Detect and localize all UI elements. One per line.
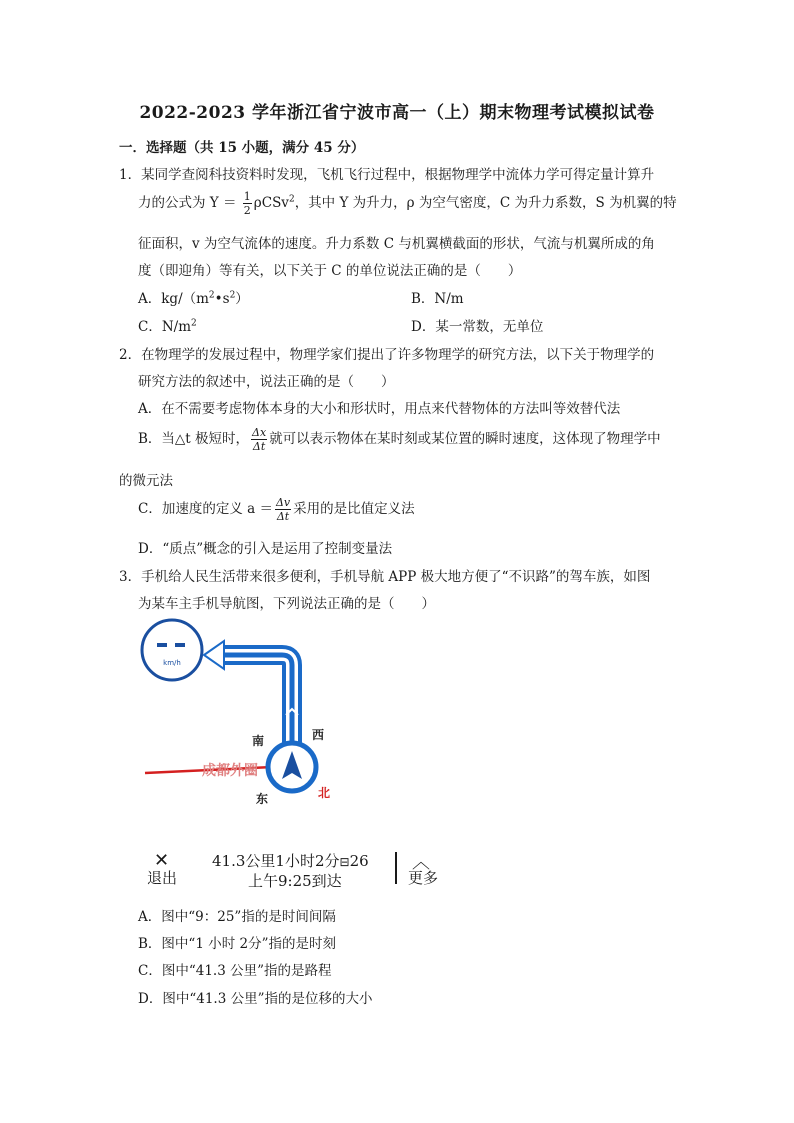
speedometer-icon [142,620,202,680]
clock-icon: ⊟ [339,855,350,869]
q1-line3: 征面积，v 为空气流体的速度。升力系数 C 与机翼横截面的形状，气流与机翼所成的角 [138,236,655,252]
q1-line4: 度（即迎角）等有关，以下关于 C 的单位说法正确的是（ ） [138,263,522,279]
road-label: 成都外圈 [202,763,258,779]
route-summary [212,850,369,871]
q1-option-a [138,287,249,307]
q3-line2: 为某车主手机导航图，下列说法正确的是（ ） [138,596,435,612]
arrival-time: 上午9:25到达 [248,872,342,890]
q2-option-c [138,496,415,523]
chevron-up-icon[interactable]: ︿ [412,852,430,873]
more-button-label[interactable]: 更多 [408,869,439,887]
q1-formula-body: ρCSv [253,195,289,211]
route-path [204,641,298,755]
q1-option-b: B．N/m [411,291,464,307]
q2-option-a: A．在不需要考虑物体本身的大小和形状时，用点来代替物体的方法叫等效替代法 [138,401,621,417]
q2-opt-b-den: Δt [252,440,266,453]
q2-opt-c-den: Δt [276,510,290,523]
q2-opt-c-num: Δv [275,496,291,509]
q1-opt-a-sup2: 2 [229,290,236,301]
q1-line1: 1．某同学查阅科技资料时发现，飞机飞行过程中，根据物理学中流体力学可得定量计算升 [119,167,655,183]
q2-option-b-line2: 的微元法 [119,473,173,489]
q2-opt-c-suffix: 采用的是比值定义法 [293,501,415,517]
exit-button-label[interactable]: 退出 [147,869,178,887]
q2-opt-b-num: Δx [252,426,267,439]
q3-option-a: A．图中“9：25”指的是时间间隔 [138,909,336,925]
q1-opt-a-end: ） [235,291,249,307]
q2-line2: 研究方法的叙述中，说法正确的是（ ） [138,374,395,390]
direction-north-label: 北 [318,786,331,800]
q1-opt-a-text: A．kg/（m [138,291,209,307]
q2-option-d: D．“质点”概念的引入是运用了控制变量法 [138,541,393,557]
q1-line2 [138,190,677,217]
q2-option-b [138,426,661,453]
direction-south-label: 南 [252,734,265,748]
q2-opt-b-prefix: B．当△t 极短时， [138,431,250,447]
q1-frac-den: 2 [243,204,251,217]
q1-frac-num: 1 [243,190,251,203]
q1-opt-a-sup1: 2 [208,290,215,301]
q1-formula-suffix: ，其中 Y 为升力，ρ 为空气密度，C 为升力系数，S 为机翼的特 [294,195,677,211]
q1-option-d: D．某一常数，无单位 [411,319,544,335]
car-position-icon [268,743,316,791]
navigation-map-figure [140,615,380,810]
exam-title: 2022-2023 学年浙江省宁波市高一（上）期末物理考试模拟试卷 [139,103,655,123]
q2-line1: 2．在物理学的发展过程中，物理学家们提出了许多物理学的研究方法，以下关于物理学的 [119,347,655,363]
q3-option-d: D．图中“41.3 公里”指的是位移的大小 [138,991,373,1007]
navigation-bar [140,850,460,890]
q3-option-b: B．图中“1 小时 2分”指的是时刻 [138,936,336,952]
route-distance-time: 41.3公里1小时2分 [212,852,340,870]
separator [395,852,397,884]
q1-fraction [243,190,252,217]
q2-opt-b-fraction [251,426,267,453]
q1-opt-a-mid: •s [214,291,230,307]
direction-west-label: 西 [312,728,325,742]
speed-unit-label: km/h [163,659,181,667]
direction-east-label: 东 [256,792,269,806]
close-icon[interactable]: ✕ [154,850,170,871]
q2-opt-b-suffix: 就可以表示物体在某时刻或某位置的瞬时速度，这体现了物理学中 [269,431,661,447]
q1-formula-sup: 2 [288,194,295,205]
q3-line1: 3．手机给人民生活带来很多便利，手机导航 APP 极大地方便了“不识路”的驾车族，如图 [119,569,651,585]
q1-opt-c-sup: 2 [191,318,197,329]
q1-option-c [138,315,197,335]
q2-opt-c-fraction [275,496,291,523]
section-heading: 一．选择题（共 15 小题，满分 45 分） [119,140,365,156]
q3-option-c: C．图中“41.3 公里”指的是路程 [138,963,332,979]
q2-opt-c-prefix: C．加速度的定义 a ＝ [138,501,273,517]
q1-opt-c-text: C．N/m [138,319,191,335]
q1-formula-prefix: 力的公式为 Y ＝ [138,195,237,211]
route-summary-tail: 26 [349,852,369,870]
